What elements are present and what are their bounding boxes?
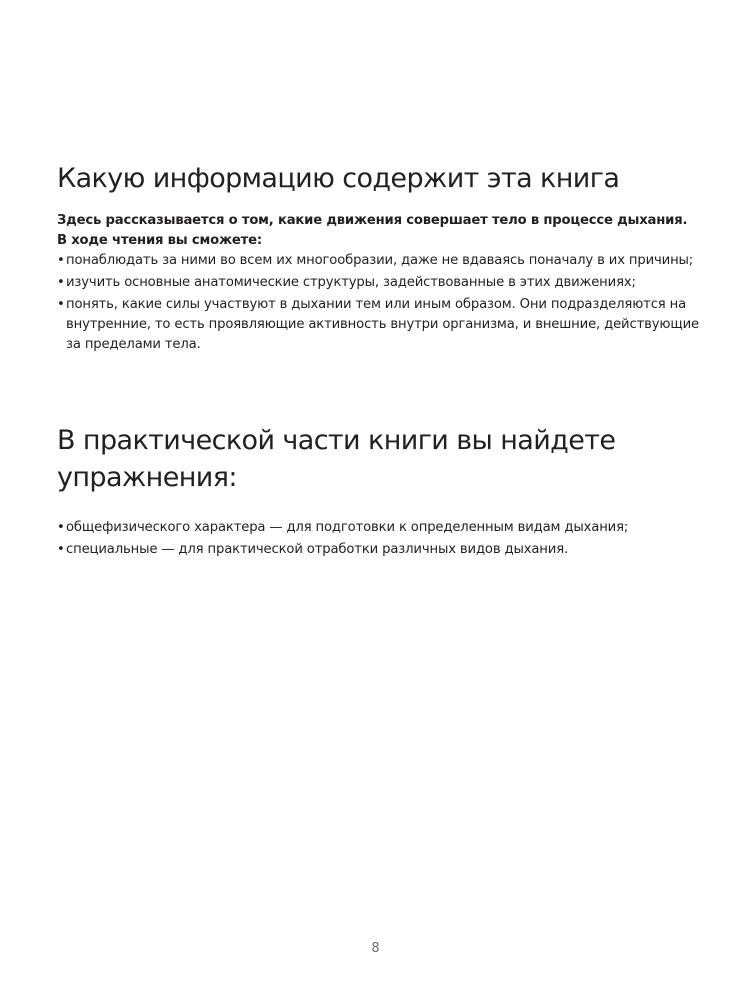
list-item [57, 251, 707, 271]
list-item-text: понять, какие силы участвуют в дыхании тем или иным образом. Они подразделяются на внутренние, то есть проявляющие активность внутри организма, и внешние, действующие за пределами тела. [66, 297, 699, 352]
intro-line: В ходе чтения вы сможете: [57, 233, 262, 248]
list-item [57, 273, 707, 293]
list-item [57, 540, 707, 560]
bullet-marker: • [57, 520, 65, 535]
list-item-text: специальные — для практической отработки различных видов дыхания. [66, 542, 569, 557]
bullet-list [57, 518, 707, 560]
intro-text [57, 211, 707, 251]
section-book-contents [57, 160, 707, 357]
section-practical-part [57, 422, 707, 562]
bullet-marker: • [57, 253, 65, 268]
bullet-marker: • [57, 275, 65, 290]
bullet-marker: • [57, 542, 65, 557]
list-item-text: понаблюдать за ними во всем их многообразии, даже не вдаваясь поначалу в их причины; [66, 253, 694, 268]
list-item-text: общефизического характера — для подготовки к определенным видам дыхания; [66, 520, 629, 535]
list-item [57, 295, 707, 355]
page-number: 8 [371, 941, 380, 956]
list-item-text: изучить основные анатомические структуры, задействованные в этих движениях; [66, 275, 636, 290]
bullet-list [57, 251, 707, 355]
bullet-marker: • [57, 297, 65, 312]
section-heading: В практической части книги вы найдете упражнения: [57, 425, 616, 493]
section-heading: Какую информацию содержит эта книга [57, 163, 620, 194]
intro-line: Здесь рассказывается о том, какие движения совершает тело в процессе дыхания. [57, 213, 688, 228]
list-item [57, 518, 707, 538]
